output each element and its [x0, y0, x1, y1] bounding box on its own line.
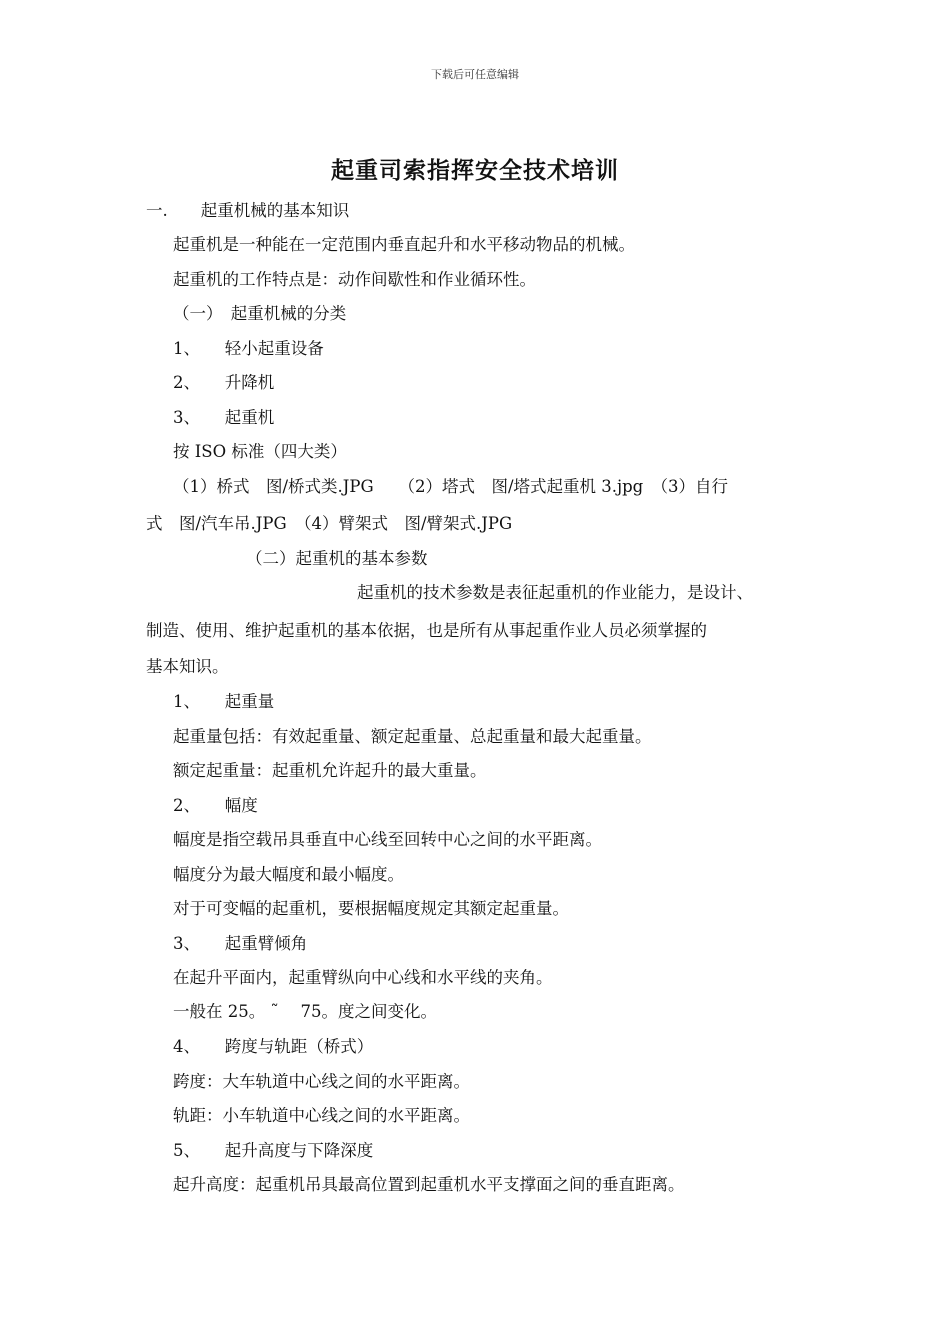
paragraph: 基本知识。 [146, 657, 229, 676]
list-item: 4、 跨度与轨距（桥式） [173, 1037, 374, 1056]
paragraph: 式 图/汽车吊.JPG （4）臂架式 图/臂架式.JPG [146, 514, 513, 533]
list-item: 1、 起重量 [173, 692, 275, 711]
paragraph: 幅度分为最大幅度和最小幅度。 [173, 865, 404, 884]
list-item: 2、 升降机 [173, 373, 275, 392]
page-header: 下载后可任意编辑 [431, 68, 519, 81]
paragraph: 幅度是指空载吊具垂直中心线至回转中心之间的水平距离。 [173, 830, 602, 849]
paragraph: 对于可变幅的起重机，要根据幅度规定其额定起重量。 [173, 899, 569, 918]
paragraph: 起重量包括：有效起重量、额定起重量、总起重量和最大起重量。 [173, 727, 652, 746]
document-title: 起重司索指挥安全技术培训 [331, 157, 619, 184]
paragraph: （1）桥式 图/桥式类.JPG （2）塔式 图/塔式起重机 3.jpg （3）自行 [173, 477, 728, 496]
list-item: 3、 起重臂倾角 [173, 934, 308, 953]
subsection-heading: （一） 起重机械的分类 [173, 304, 347, 323]
list-item: 2、 幅度 [173, 796, 258, 815]
paragraph: 起重机的工作特点是：动作间歇性和作业循环性。 [173, 270, 536, 289]
paragraph: 制造、使用、维护起重机的基本依据，也是所有从事起重作业人员必须掌握的 [146, 621, 707, 640]
paragraph: 起升高度：起重机吊具最高位置到起重机水平支撑面之间的垂直距离。 [173, 1175, 685, 1194]
paragraph: 轨距：小车轨道中心线之间的水平距离。 [173, 1106, 470, 1125]
paragraph: 按 ISO 标准（四大类） [173, 442, 347, 461]
subsection-heading: （二）起重机的基本参数 [246, 549, 428, 568]
list-item: 3、 起重机 [173, 408, 275, 427]
paragraph: 在起升平面内，起重臂纵向中心线和水平线的夹角。 [173, 968, 553, 987]
paragraph: 起重机的技术参数是表征起重机的作业能力，是设计、 [357, 583, 753, 602]
paragraph: 一般在 25。 ˜ 75。度之间变化。 [173, 1002, 437, 1021]
list-item: 5、 起升高度与下降深度 [173, 1141, 374, 1160]
paragraph: 跨度：大车轨道中心线之间的水平距离。 [173, 1072, 470, 1091]
paragraph: 起重机是一种能在一定范围内垂直起升和水平移动物品的机械。 [173, 235, 635, 254]
paragraph: 额定起重量：起重机允许起升的最大重量。 [173, 761, 487, 780]
section-heading: 一. 起重机械的基本知识 [146, 201, 350, 220]
list-item: 1、 轻小起重设备 [173, 339, 324, 358]
